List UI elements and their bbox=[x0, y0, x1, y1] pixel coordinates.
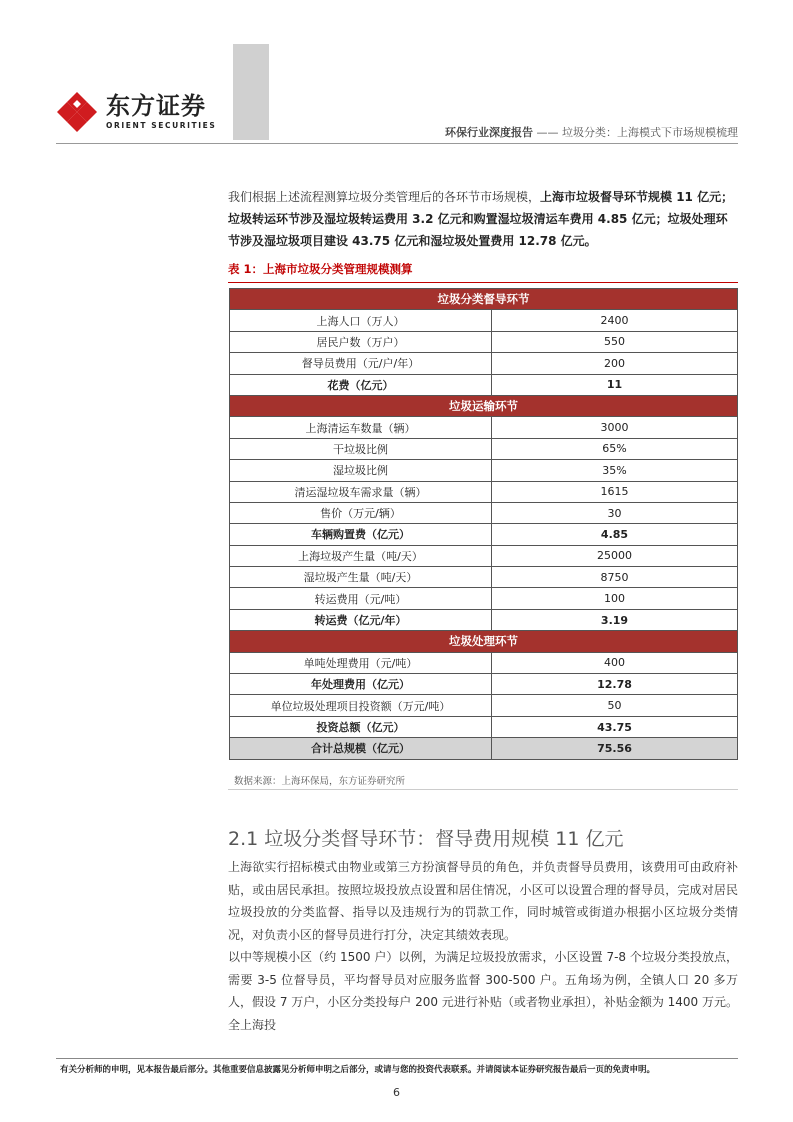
header-divider bbox=[56, 143, 738, 144]
section-title: 垃圾分类督导环节 bbox=[230, 289, 738, 310]
row-value: 43.75 bbox=[492, 716, 738, 737]
report-type: 环保行业深度报告 bbox=[445, 126, 533, 139]
table-row bbox=[230, 417, 738, 438]
row-value: 35% bbox=[492, 460, 738, 481]
row-label: 干垃圾比例 bbox=[230, 438, 492, 459]
row-label: 售价（万元/辆） bbox=[230, 502, 492, 523]
table-row-subtotal bbox=[230, 674, 738, 695]
header-separator: —— bbox=[533, 126, 562, 139]
row-label: 湿垃圾产生量（吨/天） bbox=[230, 567, 492, 588]
report-subtitle: 垃圾分类：上海模式下市场规模梳理 bbox=[562, 126, 738, 139]
table-row bbox=[230, 545, 738, 566]
table-row bbox=[230, 502, 738, 523]
section-heading: 2.1 垃圾分类督导环节：督导费用规模 11 亿元 bbox=[228, 828, 624, 850]
table-source-note: 数据来源：上海环保局，东方证券研究所 bbox=[234, 776, 406, 787]
report-header-title bbox=[445, 124, 738, 140]
table-total-row bbox=[230, 738, 738, 759]
row-label: 湿垃圾比例 bbox=[230, 460, 492, 481]
table-section-header bbox=[230, 631, 738, 652]
intro-plain-text: 我们根据上述流程测算垃圾分类管理后的各环节市场规模， bbox=[228, 190, 541, 204]
table-caption: 表 1：上海市垃圾分类管理规模测算 bbox=[228, 261, 738, 283]
source-divider bbox=[228, 789, 738, 790]
table-section-header bbox=[230, 395, 738, 416]
table-row bbox=[230, 588, 738, 609]
orient-securities-logo-icon bbox=[56, 90, 98, 132]
body-paragraph-1: 上海欲实行招标模式由物业或第三方扮演督导员的角色，并负责督导员费用，该费用可由政府补贴，或由居民承担。按照垃圾投放点设置和居住情况，小区可以设置合理的督导员，完成对居民垃圾投放的分类监督、指导以及违规行为的罚款工作，同时城管或街道办根据小区垃圾分类情况，对负责小区的督导员进行打分，决定其绩效表现。 bbox=[228, 860, 738, 942]
row-value: 4.85 bbox=[492, 524, 738, 545]
table-row-subtotal bbox=[230, 609, 738, 630]
row-value: 400 bbox=[492, 652, 738, 673]
section-title: 垃圾处理环节 bbox=[230, 631, 738, 652]
row-label: 上海清运车数量（辆） bbox=[230, 417, 492, 438]
scale-estimate-table bbox=[229, 288, 738, 760]
table-row-subtotal bbox=[230, 374, 738, 395]
row-label: 花费（亿元） bbox=[230, 374, 492, 395]
row-value: 200 bbox=[492, 353, 738, 374]
row-label: 转运费（亿元/年） bbox=[230, 609, 492, 630]
row-value: 50 bbox=[492, 695, 738, 716]
section-title: 垃圾运输环节 bbox=[230, 395, 738, 416]
company-logo bbox=[56, 90, 216, 132]
row-value: 65% bbox=[492, 438, 738, 459]
row-label: 单位垃圾处理项目投资额（万元/吨） bbox=[230, 695, 492, 716]
logo-english-name: ORIENT SECURITIES bbox=[106, 120, 217, 130]
header-decor-bar bbox=[233, 44, 269, 140]
table-row bbox=[230, 438, 738, 459]
footer-divider bbox=[56, 1058, 738, 1059]
intro-bold-text: 上海市垃圾督导环节规模 11 亿元；垃圾转运环节涉及湿垃圾转运费用 3.2 亿元和购置湿垃圾清运车费用 4.85 亿元；垃圾处理环节涉及湿垃圾项目建设 43.75 亿元和湿垃圾处置费用 12.78 亿元。 bbox=[228, 190, 734, 248]
row-label: 上海垃圾产生量（吨/天） bbox=[230, 545, 492, 566]
intro-paragraph bbox=[228, 186, 738, 252]
table-row bbox=[230, 481, 738, 502]
row-value: 100 bbox=[492, 588, 738, 609]
row-label: 居民户数（万户） bbox=[230, 331, 492, 352]
table-row-subtotal bbox=[230, 716, 738, 737]
body-paragraph-2: 以中等规模小区（约 1500 户）以例，为满足垃圾投放需求，小区设置 7-8 个垃圾分类投放点，需要 3-5 位督导员，平均督导员对应服务监督 300-500 户。五角场为例，全镇人口 20 多万人，假设 7 万户，小区分类投每户 200 元进行补贴（或者物业承担），补贴金额为 1400 万元。全上海投 bbox=[228, 950, 738, 1032]
total-label: 合计总规模（亿元） bbox=[230, 738, 492, 759]
footer-disclaimer: 有关分析师的申明，见本报告最后部分。其他重要信息披露见分析师申明之后部分，或请与您的投资代表联系。并请阅读本证券研究报告最后一页的免责申明。 bbox=[60, 1065, 656, 1075]
table-row bbox=[230, 567, 738, 588]
total-value: 75.56 bbox=[492, 738, 738, 759]
row-label: 单吨处理费用（元/吨） bbox=[230, 652, 492, 673]
row-value: 8750 bbox=[492, 567, 738, 588]
row-label: 年处理费用（亿元） bbox=[230, 674, 492, 695]
table-row bbox=[230, 331, 738, 352]
row-label: 清运湿垃圾车需求量（辆） bbox=[230, 481, 492, 502]
table-row-subtotal bbox=[230, 524, 738, 545]
row-value: 25000 bbox=[492, 545, 738, 566]
table-section-header bbox=[230, 289, 738, 310]
row-value: 30 bbox=[492, 502, 738, 523]
row-label: 投资总额（亿元） bbox=[230, 716, 492, 737]
row-value: 3000 bbox=[492, 417, 738, 438]
row-value: 11 bbox=[492, 374, 738, 395]
row-value: 550 bbox=[492, 331, 738, 352]
table-row bbox=[230, 310, 738, 331]
row-value: 3.19 bbox=[492, 609, 738, 630]
page-number: 6 bbox=[393, 1086, 400, 1099]
row-label: 督导员费用（元/户/年） bbox=[230, 353, 492, 374]
row-label: 车辆购置费（亿元） bbox=[230, 524, 492, 545]
row-label: 转运费用（元/吨） bbox=[230, 588, 492, 609]
row-label: 上海人口（万人） bbox=[230, 310, 492, 331]
row-value: 2400 bbox=[492, 310, 738, 331]
table-row bbox=[230, 353, 738, 374]
row-value: 1615 bbox=[492, 481, 738, 502]
row-value: 12.78 bbox=[492, 674, 738, 695]
table-row bbox=[230, 460, 738, 481]
table-row bbox=[230, 652, 738, 673]
logo-chinese-name: 东方证券 bbox=[106, 91, 206, 120]
table-row bbox=[230, 695, 738, 716]
